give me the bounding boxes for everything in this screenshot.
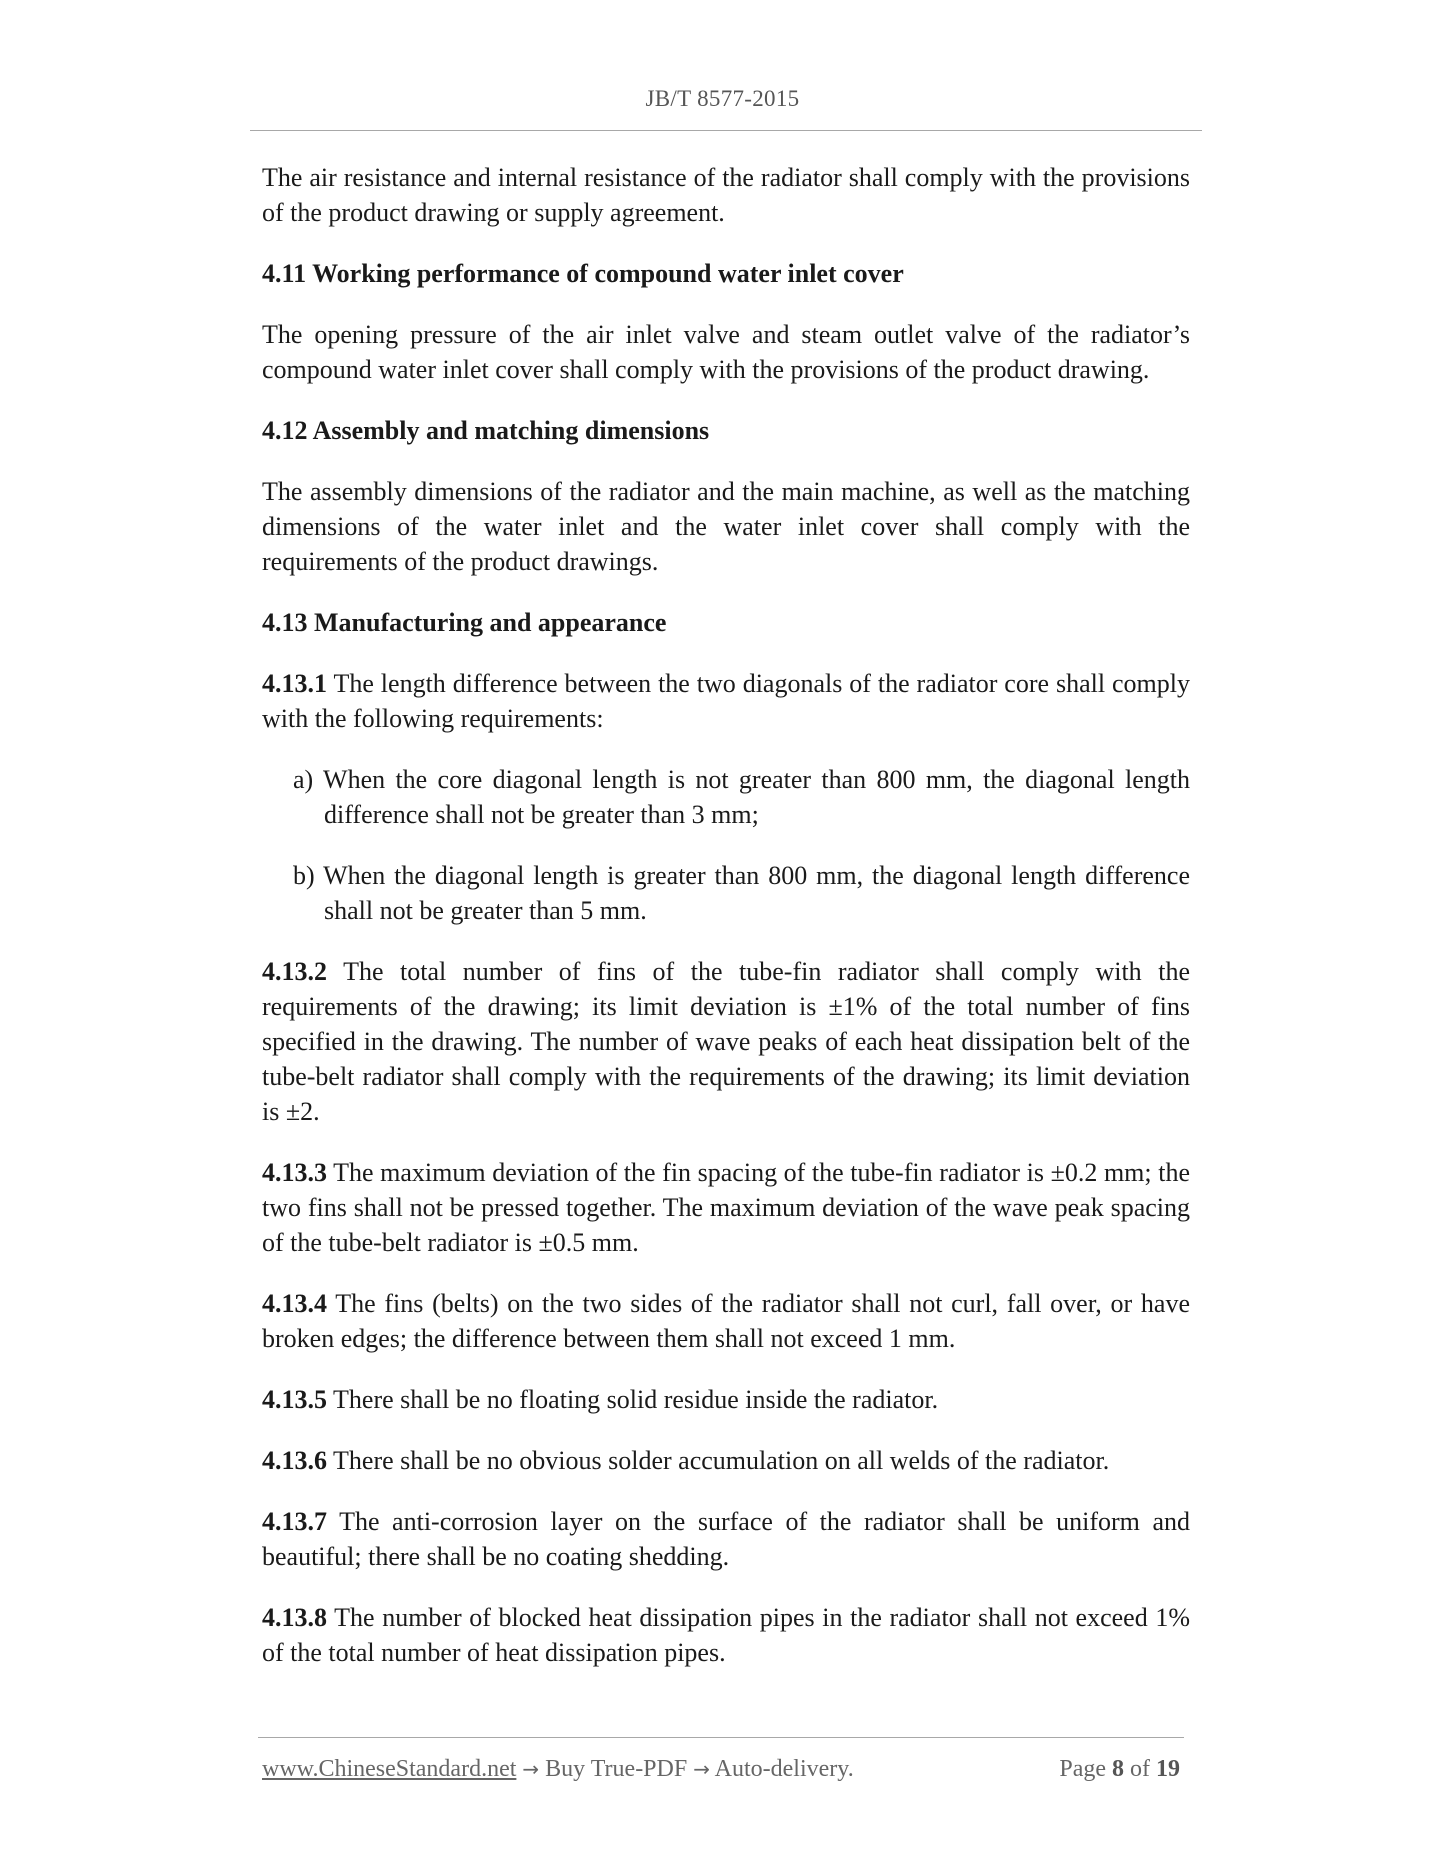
clause-number: 4.13.3	[262, 1158, 327, 1187]
clause-number: 4.13.5	[262, 1385, 327, 1414]
footer	[262, 1756, 1180, 1783]
clause-number: 4.13.7	[262, 1507, 327, 1536]
header-divider	[250, 130, 1202, 131]
heading-4-13: 4.13 Manufacturing and appearance	[262, 608, 667, 637]
clause-4-13-4	[262, 1286, 1190, 1356]
clause-4-13-2	[262, 954, 1190, 1129]
page-number: 8	[1112, 1756, 1124, 1782]
footer-buy-text: Buy True-PDF	[539, 1756, 694, 1782]
clause-text: The anti-corrosion layer on the surface of the radiator shall be uniform and beautiful; there shall be no coating shedding.	[262, 1507, 1190, 1571]
clause-number: 4.13.6	[262, 1446, 327, 1475]
clause-4-13-1	[262, 666, 1190, 736]
clause-text: The total number of fins of the tube-fin radiator shall comply with the requirements of the drawing; its limit deviation is ±1% of the total number of fins specified in the drawing. The number of wave peaks of each heat dissipation belt of the tube-belt radiator shall comply with the requirements of the drawing; its limit deviation is ±2.	[262, 957, 1190, 1126]
clause-4-13-5	[262, 1382, 1190, 1417]
paragraph-4-12: The assembly dimensions of the radiator and the main machine, as well as the matching dimensions of the water inlet and the water inlet cover shall comply with the requirements of the product drawings.	[262, 477, 1190, 576]
clause-text: The fins (belts) on the two sides of the radiator shall not curl, fall over, or have broken edges; the difference between them shall not exceed 1 mm.	[262, 1289, 1190, 1353]
page-label: Page	[1059, 1756, 1112, 1782]
clause-4-13-7	[262, 1504, 1190, 1574]
paragraph-4-11: The opening pressure of the air inlet valve and steam outlet valve of the radiator’s compound water inlet cover shall comply with the provisions of the product drawing.	[262, 320, 1190, 384]
document-body	[262, 160, 1190, 1696]
heading-4-11: 4.11 Working performance of compound water inlet cover	[262, 259, 904, 288]
page-total: 19	[1156, 1756, 1180, 1782]
footer-promo	[262, 1756, 854, 1782]
clause-text: The number of blocked heat dissipation pipes in the radiator shall not exceed 1% of the total number of heat dissipation pipes.	[262, 1603, 1190, 1667]
clause-text: The maximum deviation of the fin spacing of the tube-fin radiator is ±0.2 mm; the two fins shall not be pressed together. The maximum deviation of the wave peak spacing of the tube-belt radiator is ±0.5 mm.	[262, 1158, 1190, 1257]
paragraph-intro: The air resistance and internal resistance of the radiator shall comply with the provisions of the product drawing or supply agreement.	[262, 163, 1190, 227]
clause-4-13-3	[262, 1155, 1190, 1260]
list-item-b: b) When the diagonal length is greater than 800 mm, the diagonal length difference shall not be greater than 5 mm.	[293, 861, 1190, 925]
clause-number: 4.13.8	[262, 1603, 327, 1632]
page-indicator	[1059, 1756, 1180, 1783]
clause-number: 4.13.2	[262, 957, 327, 986]
arrow-right-icon: →	[693, 1757, 710, 1781]
list-item-a: a) When the core diagonal length is not greater than 800 mm, the diagonal length difference shall not be greater than 3 mm;	[293, 765, 1190, 829]
footer-divider	[258, 1737, 1184, 1738]
footer-delivery-text: Auto-delivery.	[709, 1756, 854, 1782]
clause-number: 4.13.4	[262, 1289, 327, 1318]
clause-4-13-8	[262, 1600, 1190, 1670]
clause-4-13-6	[262, 1443, 1190, 1478]
heading-4-12: 4.12 Assembly and matching dimensions	[262, 416, 710, 445]
clause-text: There shall be no floating solid residue inside the radiator.	[327, 1385, 939, 1414]
of-label: of	[1124, 1756, 1156, 1782]
clause-text: The length difference between the two diagonals of the radiator core shall comply with the following requirements:	[262, 669, 1190, 733]
website-link[interactable]: www.ChineseStandard.net	[262, 1756, 517, 1782]
clause-text: There shall be no obvious solder accumulation on all welds of the radiator.	[327, 1446, 1110, 1475]
clause-number: 4.13.1	[262, 669, 327, 698]
arrow-right-icon: →	[522, 1757, 540, 1781]
header-title: JB/T 8577-2015	[645, 86, 800, 111]
